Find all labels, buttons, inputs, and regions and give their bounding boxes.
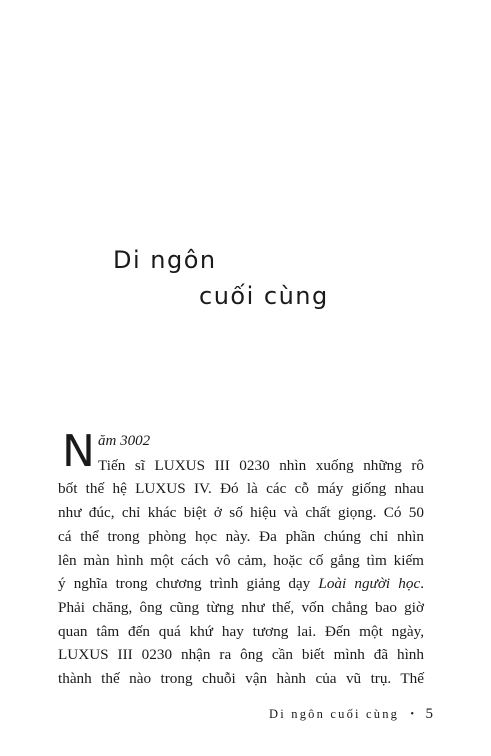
running-title: Di ngôn cuối cùng (269, 707, 400, 721)
body-line: Phải chăng, ông cũng từng như thế, vốn chẳng bao giờ (58, 598, 424, 616)
body-line: như đúc, chỉ khác biệt ở số hiệu và chất giọng. Có 50 (58, 504, 424, 522)
dropcap-container (58, 426, 98, 477)
footer-separator: • (410, 709, 417, 720)
body-line: cá thể trong phòng học này. Đa phần chúng chỉ nhìn (58, 527, 424, 545)
body-line: Tiến sĩ LUXUS III 0230 nhìn xuống những rô (98, 456, 424, 474)
body-line (58, 572, 424, 596)
book-title-suffix: . (420, 575, 424, 593)
body-line: bốt thế hệ LUXUS IV. Đó là các cỗ máy giống nhau (58, 480, 424, 498)
page-number: 5 (425, 706, 433, 722)
chapter-title-line-1: Di ngôn (113, 246, 217, 274)
chapter-title-line-2: cuối cùng (199, 282, 329, 310)
book-title: Loài người học (318, 575, 421, 593)
body-line: LUXUS III 0230 nhận ra ông cần biết mình đã hình (58, 646, 424, 664)
body-line-text: ý nghĩa trong chương trình giảng dạy (58, 575, 319, 593)
dropcap-letter: N (62, 426, 95, 477)
body-line: thành thế nào trong chuỗi vận hành của vũ trụ. Thế (58, 670, 424, 688)
dateline: ăm 3002 (98, 433, 151, 449)
running-footer (269, 706, 433, 723)
body-line: lên màn hình một cách vô cảm, hoặc cố gắng tìm kiếm (58, 551, 424, 569)
body-text (58, 426, 424, 691)
body-line: quan tâm đến quá khứ hay tương lai. Đến một ngày, (58, 622, 424, 640)
